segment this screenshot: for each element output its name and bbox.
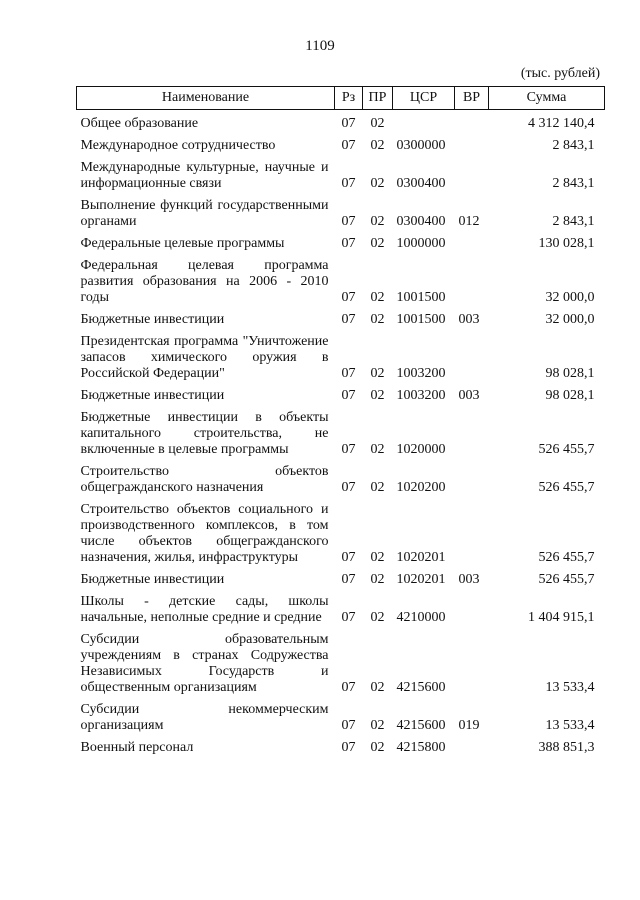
row-sum: 4 312 140,4 <box>528 116 595 131</box>
budget-table <box>76 86 605 756</box>
row-name: Федеральные целевые программы <box>80 236 285 251</box>
table-row <box>77 110 605 133</box>
row-sum: 32 000,0 <box>545 290 595 305</box>
row-vr <box>455 132 489 154</box>
row-rz: 07 <box>341 366 356 381</box>
row-csr: 4215600 <box>396 718 446 733</box>
row-name: Субсидии образовательным учреждениям в странах Содружества Независимых Государств и общественным организациям <box>80 632 329 695</box>
row-pr: 02 <box>370 116 385 131</box>
row-pr: 02 <box>370 442 385 457</box>
row-pr: 02 <box>370 740 385 755</box>
row-csr: 1001500 <box>396 312 446 327</box>
row-pr: 02 <box>370 572 385 587</box>
row-name: Бюджетные инвестиции <box>80 388 225 403</box>
row-sum: 526 455,7 <box>538 550 595 565</box>
row-name: Общее образование <box>80 116 199 131</box>
row-csr: 1020201 <box>396 572 446 587</box>
row-rz: 07 <box>341 442 356 457</box>
header-sum: Сумма <box>489 87 605 110</box>
row-pr: 02 <box>370 388 385 403</box>
row-rz: 07 <box>341 388 356 403</box>
table-row <box>77 328 605 382</box>
row-csr: 0300400 <box>396 214 446 229</box>
table-row <box>77 230 605 252</box>
row-pr: 02 <box>370 480 385 495</box>
row-pr: 02 <box>370 290 385 305</box>
row-pr: 02 <box>370 680 385 695</box>
row-csr: 1003200 <box>396 366 446 381</box>
table-row <box>77 132 605 154</box>
row-sum: 98 028,1 <box>545 366 595 381</box>
row-rz: 07 <box>341 116 356 131</box>
header-pr: ПР <box>363 87 393 110</box>
row-vr <box>455 496 489 566</box>
table-row <box>77 626 605 696</box>
row-csr: 1020200 <box>396 480 446 495</box>
header-csr: ЦСР <box>393 87 455 110</box>
row-pr: 02 <box>370 610 385 625</box>
row-name: Международные культурные, научные и информационные связи <box>80 160 329 191</box>
row-rz: 07 <box>341 550 356 565</box>
row-rz: 07 <box>341 718 356 733</box>
row-pr: 02 <box>370 312 385 327</box>
row-vr <box>455 328 489 382</box>
row-rz: 07 <box>341 290 356 305</box>
row-vr: 012 <box>458 214 480 229</box>
row-sum: 388 851,3 <box>538 740 595 755</box>
row-vr <box>455 110 489 133</box>
table-row <box>77 588 605 626</box>
row-vr <box>455 154 489 192</box>
row-rz: 07 <box>341 312 356 327</box>
row-vr <box>455 252 489 306</box>
row-vr <box>455 404 489 458</box>
row-sum: 526 455,7 <box>538 480 595 495</box>
row-rz: 07 <box>341 680 356 695</box>
row-sum: 526 455,7 <box>538 442 595 457</box>
row-sum: 13 533,4 <box>545 680 595 695</box>
row-sum: 2 843,1 <box>552 138 595 153</box>
row-csr: 1003200 <box>396 388 446 403</box>
row-pr: 02 <box>370 138 385 153</box>
row-vr: 019 <box>458 718 480 733</box>
row-csr: 4215800 <box>396 740 446 755</box>
row-csr: 0300000 <box>396 138 446 153</box>
table-row <box>77 696 605 734</box>
row-vr <box>455 230 489 252</box>
row-sum: 130 028,1 <box>538 236 595 251</box>
row-name: Субсидии некоммерческим организациям <box>80 702 329 733</box>
row-name: Строительство объектов общегражданского назначения <box>80 464 329 495</box>
table-row <box>77 154 605 192</box>
row-name: Выполнение функций государственными органами <box>80 198 329 229</box>
row-rz: 07 <box>341 236 356 251</box>
page-number: 1109 <box>305 38 335 54</box>
row-vr: 003 <box>458 388 480 403</box>
table-row <box>77 192 605 230</box>
row-rz: 07 <box>341 176 356 191</box>
row-name: Международное сотрудничество <box>80 138 276 153</box>
row-sum: 98 028,1 <box>545 388 595 403</box>
row-pr: 02 <box>370 366 385 381</box>
row-rz: 07 <box>341 480 356 495</box>
row-sum: 526 455,7 <box>538 572 595 587</box>
header-rz: Рз <box>335 87 363 110</box>
row-vr <box>455 734 489 756</box>
row-vr <box>455 588 489 626</box>
row-pr: 02 <box>370 236 385 251</box>
table-header-row <box>77 87 605 110</box>
table-row <box>77 458 605 496</box>
row-csr: 0300400 <box>396 176 446 191</box>
row-sum: 32 000,0 <box>545 312 595 327</box>
row-name: Бюджетные инвестиции <box>80 312 225 327</box>
row-csr: 1020000 <box>396 442 446 457</box>
row-csr <box>393 110 455 133</box>
row-vr <box>455 458 489 496</box>
row-pr: 02 <box>370 718 385 733</box>
row-name: Бюджетные инвестиции <box>80 572 225 587</box>
units-note: (тыс. рублей) <box>520 66 600 81</box>
table-row <box>77 252 605 306</box>
row-vr <box>455 626 489 696</box>
row-csr: 1020201 <box>396 550 446 565</box>
row-name: Строительство объектов социального и производственного комплексов, в том числе объектов общегражданского назначения, жилья, инфраструктуры <box>80 502 329 565</box>
row-csr: 4210000 <box>396 610 446 625</box>
row-rz: 07 <box>341 740 356 755</box>
row-rz: 07 <box>341 138 356 153</box>
row-rz: 07 <box>341 214 356 229</box>
row-csr: 4215600 <box>396 680 446 695</box>
row-pr: 02 <box>370 176 385 191</box>
row-csr: 1001500 <box>396 290 446 305</box>
header-name: Наименование <box>77 87 335 110</box>
row-name: Военный персонал <box>80 740 194 755</box>
row-csr: 1000000 <box>396 236 446 251</box>
row-sum: 2 843,1 <box>552 214 595 229</box>
row-vr: 003 <box>458 572 480 587</box>
row-name: Бюджетные инвестиции в объекты капитального строительства, не включенные в целевые программы <box>80 410 329 457</box>
row-name: Федеральная целевая программа развития образования на 2006 - 2010 годы <box>80 258 329 305</box>
row-pr: 02 <box>370 550 385 565</box>
table-row <box>77 404 605 458</box>
row-vr: 003 <box>458 312 480 327</box>
row-pr: 02 <box>370 214 385 229</box>
table-row <box>77 566 605 588</box>
row-rz: 07 <box>341 572 356 587</box>
table-row <box>77 306 605 328</box>
table-row <box>77 496 605 566</box>
header-vr: ВР <box>455 87 489 110</box>
row-name: Президентская программа "Уничтожение запасов химического оружия в Российской Федерации" <box>80 334 329 381</box>
table-row <box>77 382 605 404</box>
table-row <box>77 734 605 756</box>
row-rz: 07 <box>341 610 356 625</box>
row-sum: 2 843,1 <box>552 176 595 191</box>
row-name: Школы - детские сады, школы начальные, неполные средние и средние <box>80 594 329 625</box>
row-sum: 1 404 915,1 <box>528 610 595 625</box>
row-sum: 13 533,4 <box>545 718 595 733</box>
